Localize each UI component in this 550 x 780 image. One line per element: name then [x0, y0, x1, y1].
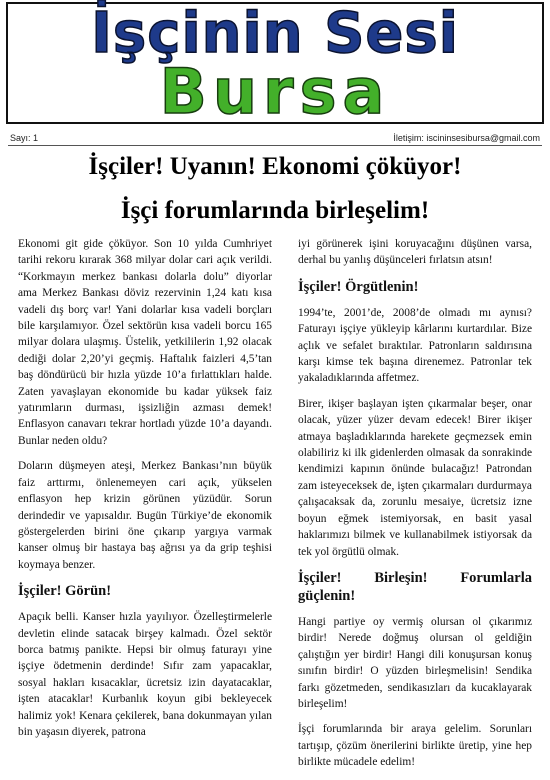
left-column: [18, 236, 272, 749]
masthead-title: İşçinin Sesi: [91, 1, 459, 66]
masthead-city: Bursa: [159, 55, 391, 128]
article-paragraph: İşçi forumlarında bir araya gelelim. Sorunları tartışıp, çözüm önerilerini birlikte üretip, yine hep birlikte mücadele edelim!: [298, 723, 532, 769]
main-headline: İşçiler! Uyanın! Ekonomi çöküyor!: [88, 153, 462, 180]
article-paragraph: Birer, ikişer başlayan işten çıkarmalar beşer, onar olacak, yüzer yüzer devam edecek! Birer ikişer atmaya başladıklarında harekete geçmezsek emin olabiliriz ki ilk gidenlerden olmasak da sonrakinde kendimizi kapının önünde bulacağız! Patrondan zam isteyeceksek de, işten çıkarmaları durdurmaya çalışacaksak da, zorunlu mesaiye, ücretsiz izne boyun eğmek istemiyorsak, en basit yasal haklarımızı bilmek ve kullanabilmek istiyorsak da tek yol örgütlü olmak.: [298, 397, 532, 558]
section-heading: İşçiler! Görün!: [18, 583, 112, 600]
article-paragraph: Hangi partiye oy vermiş olursan ol çıkarımız birdir! Nerede doğmuş olursan ol geldiğin çalıştığın yer birdir! Hangi dili konuşursan konuş sınıfın birdir! O yüzden birleşmelisin! Sendika farkı gözetmeden, sendikasızları da kucaklayarak birleşelim!: [298, 615, 532, 710]
article-paragraph: iyi görünerek işini koruyacağını düşünen varsa, derhal bu yanlış düşünceleri fırlatsın atsın!: [298, 238, 532, 267]
article-paragraph: Apaçık belli. Kanser hızla yayılıyor. Özelleştirmelerle devletin elinde satacak birşey kalmadı. Özel sektör borca batmış panikte. Hepsi bir olmuş faturayı yine işçiye ödetmenin derdinde! Sıfır zam yapacaklar, sosyal hakları kısacaklar, ücretsiz izin dayatacaklar, işten atacaklar! Kurbanlık koyun gibi bekleyecek halimiz yok! Kenara çekilerek, bana dokunmayan yılan bin yaşasın diyerek, patrona: [18, 611, 272, 738]
contact-email: İletişim: iscininsesibursa@gmail.com: [393, 133, 540, 143]
right-column: [298, 236, 532, 780]
article-paragraph: 1994’te, 2001’de, 2008’de olmadı mı aynısı? Faturayı işçiye yükleyip kârlarını kurtardılar. Bize açlık ve sefalet bıraktılar. Patronların saldırısına karşı kimse tek başına direnemez. Patronlar tek yakaladıklarında affetmez.: [298, 306, 532, 385]
section-heading: İşçiler! Birleşin! Forumlarla güçlenin!: [298, 569, 532, 604]
section-heading: İşçiler! Örgütlenin!: [298, 278, 419, 295]
header-divider: [8, 145, 542, 146]
sub-headline: İşçi forumlarında birleşelim!: [120, 197, 430, 224]
masthead: [6, 1, 544, 128]
article-paragraph: Doların düşmeyen ateşi, Merkez Bankası’nın büyük faiz arttırmı, önlenemeyen cari açık, yükselen enflasyon hep krizin görünen yüzüdür. Sorun derindedir ve yapısaldır. Bugün Türkiye’de ekonomik göstergelerden birini öne çıkarıp yargıya varmak kanser olmuş bir hastaya baş ağrısı ya da grip teşhisi koymaya benzer.: [18, 460, 272, 571]
article-paragraph: Ekonomi git gide çöküyor. Son 10 yılda Cumhriyet tarihi rekoru kırarak 368 milyar dolar cari açık verildi. “Korkmayın merkez bankası dolarla dolu” diyorlar ama Merkez Bankası döviz rezervinin 1,24 katı kısa vadeli dış borç var! Yani dolarlar kısa vadeli borçları bile karşılamıyor. Özel sektörün kısa vadeli borcu 165 milyar dolara ulaşmış. Üstelik, yetkililerin 1,92 olacak dediği dolar 2,20’yi geçmiş. Haftalık faizleri 4,5’tan baş döndürücü bir hızla yüzde 10’a fırlattıkları halde. Zaten yavaşlayan ekonomide bu kadar yüksek faiz yatırımların durması, işsizliğin azması demek! Enflasyon canavarı tekrar hortladı yüzde 10’a dayandı. Bunlar neden oldu?: [18, 238, 272, 447]
issue-number: Sayı: 1: [10, 133, 39, 143]
